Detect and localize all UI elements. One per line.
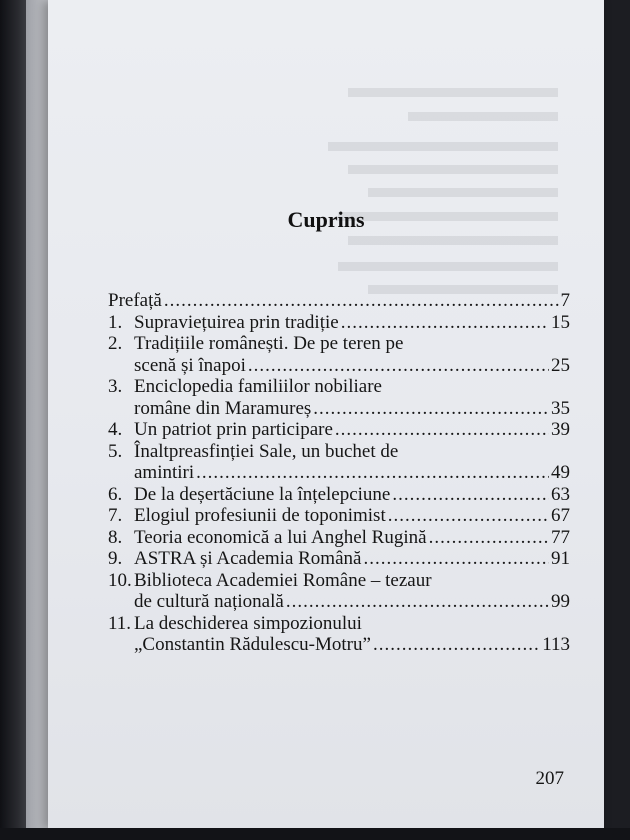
toc-entry-title: Înaltpreasfinției Sale, un buchet de — [134, 440, 399, 462]
toc-page-number: 67 — [551, 505, 570, 526]
toc-entry-number: 9. — [108, 548, 123, 569]
toc-entry-number: 7. — [108, 505, 123, 526]
toc-line — [108, 333, 570, 355]
toc-page-number: 113 — [542, 634, 570, 655]
toc-entry-title: Elogiul profesiunii de toponimist — [134, 505, 386, 526]
toc-page-number: 49 — [551, 462, 570, 483]
toc-entry-number: 5. — [108, 440, 123, 462]
toc-line — [108, 634, 570, 656]
toc-entry-number: 8. — [108, 526, 123, 548]
toc-entry — [108, 548, 570, 570]
toc-page-number: 99 — [551, 591, 570, 612]
toc-page-number: 77 — [551, 526, 570, 548]
toc-line — [108, 376, 570, 398]
toc-entry-title: Biblioteca Academiei Române – tezaur — [134, 569, 432, 591]
toc-page-number: 7 — [560, 290, 570, 311]
toc-entry-number: 1. — [108, 311, 123, 333]
toc-entry-number: 6. — [108, 483, 123, 505]
bottom-shadow — [0, 828, 630, 840]
toc-entry — [108, 290, 570, 312]
dot-leader — [392, 484, 549, 506]
toc-line — [108, 290, 570, 312]
page-number: 207 — [535, 768, 564, 789]
toc-entry-number: 10. — [108, 569, 132, 591]
toc-line — [108, 484, 570, 506]
toc-entry — [108, 312, 570, 334]
toc-line — [108, 505, 570, 527]
toc-entry-title: Un patriot prin participare — [134, 419, 333, 440]
dot-leader — [286, 591, 549, 613]
toc-entry — [108, 613, 570, 656]
toc-page-number: 35 — [551, 397, 570, 419]
table-of-contents — [108, 290, 570, 656]
toc-entry — [108, 484, 570, 506]
toc-page-number: 25 — [551, 354, 570, 376]
dot-leader — [388, 505, 549, 527]
toc-entry-number: 11. — [108, 612, 132, 634]
toc-line — [108, 312, 570, 334]
dot-leader — [429, 527, 549, 549]
toc-entry — [108, 333, 570, 376]
toc-page-number: 91 — [551, 548, 570, 569]
toc-page-number: 15 — [551, 311, 570, 333]
toc-line — [108, 419, 570, 441]
toc-entry-title: de cultură națională — [134, 591, 284, 612]
dot-leader — [341, 312, 549, 334]
toc-entry-title: „Constantin Rădulescu-Motru” — [134, 634, 371, 655]
toc-line — [108, 613, 570, 635]
toc-line — [108, 441, 570, 463]
toc-entry-number: 2. — [108, 333, 123, 354]
toc-line — [108, 398, 570, 420]
toc-entry-title: Supraviețuirea prin tradiție — [134, 311, 339, 333]
toc-line — [108, 527, 570, 549]
dot-leader — [313, 398, 549, 420]
dot-leader — [335, 419, 549, 441]
toc-entry-title: Enciclopedia familiilor nobiliare — [134, 376, 382, 397]
toc-entry-title: La deschiderea simpozionului — [134, 612, 362, 634]
dot-leader — [363, 548, 549, 570]
toc-page-number: 39 — [551, 419, 570, 440]
toc-line — [108, 591, 570, 613]
toc-entry-title: scenă și înapoi — [134, 354, 246, 376]
toc-entry-number: 4. — [108, 419, 123, 440]
toc-entry-title: De la deșertăciune la înțelepciune — [134, 483, 391, 505]
toc-line — [108, 355, 570, 377]
book-spine-shadow — [0, 0, 26, 840]
dot-leader — [196, 462, 549, 484]
toc-entry-title: amintiri — [134, 462, 195, 483]
toc-entry-title: ASTRA și Academia Română — [134, 548, 362, 569]
toc-entry-title: române din Maramureș — [134, 397, 312, 419]
toc-page-number: 63 — [551, 483, 570, 505]
toc-entry — [108, 441, 570, 484]
toc-entry-number: 3. — [108, 376, 123, 397]
toc-line — [108, 570, 570, 592]
toc-entry — [108, 419, 570, 441]
toc-entry-title: Tradițiile românești. De pe teren pe — [134, 333, 404, 354]
toc-line — [108, 462, 570, 484]
dot-leader — [248, 355, 549, 377]
toc-entry — [108, 527, 570, 549]
toc-line — [108, 548, 570, 570]
dot-leader — [164, 290, 559, 312]
dot-leader — [373, 634, 540, 656]
toc-entry — [108, 505, 570, 527]
page-title: Cuprins — [287, 207, 365, 232]
book-page — [48, 0, 604, 830]
toc-entry-title: Prefață — [108, 290, 162, 311]
toc-entry — [108, 570, 570, 613]
toc-entry — [108, 376, 570, 419]
toc-entry-title: Teoria economică a lui Anghel Rugină — [134, 526, 427, 548]
